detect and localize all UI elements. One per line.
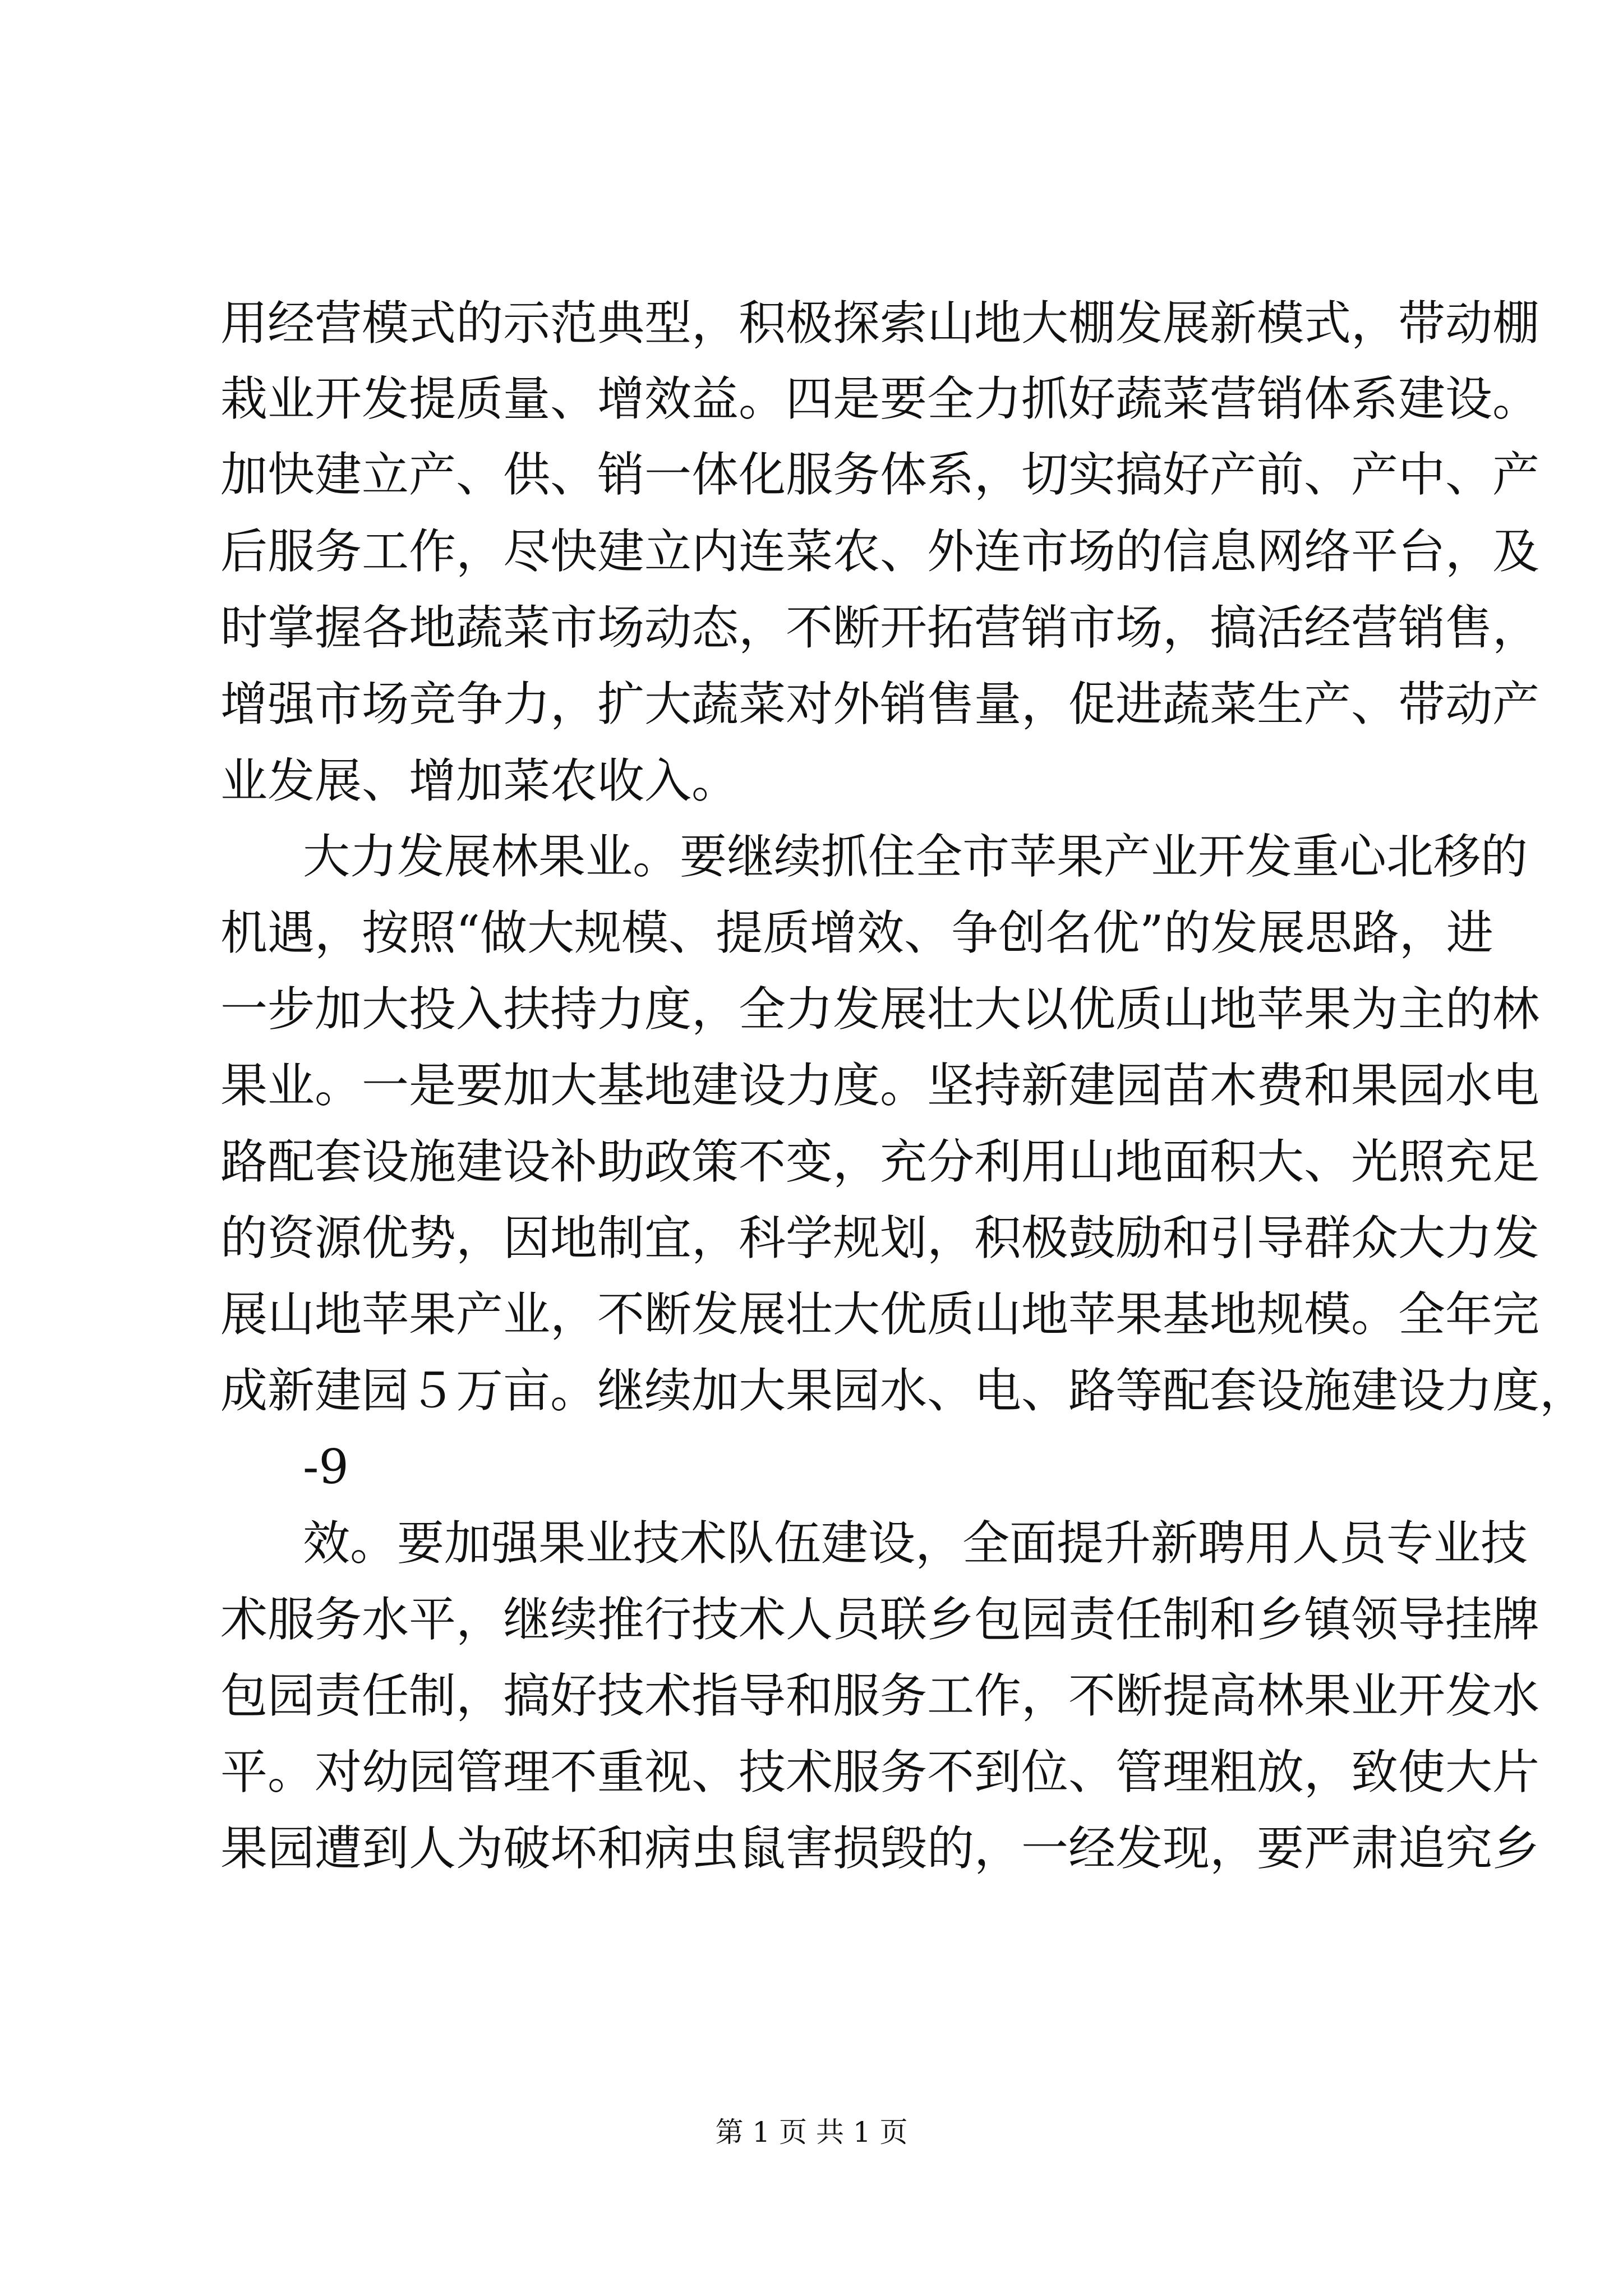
- paragraph-line: 平。对幼园管理不重视、技术服务不到位、管理粗放，致使大片: [220, 1745, 1540, 1800]
- paragraph-line: 时掌握各地蔬菜市场动态，不断开拓营销市场，搞活经营销售，: [220, 600, 1540, 655]
- paragraph-line: 增强市场竞争力，扩大蔬菜对外销售量，促进蔬菜生产、带动产: [220, 677, 1540, 731]
- paragraph-line: 机遇，按照“做大规模、提质增效、争创名优”的发展思路，进: [220, 905, 1493, 960]
- paragraph-line: 的资源优势，因地制宜，科学规划，积极鼓励和引导群众大力发: [220, 1211, 1540, 1266]
- paragraph-line: 路配套设施建设补助政策不变，充分利用山地面积大、光照充足: [220, 1134, 1540, 1189]
- paragraph-line: 果园遭到人为破坏和病虫鼠害损毁的，一经发现，要严肃追究乡: [220, 1821, 1540, 1876]
- paragraph-line: 后服务工作，尽快建立内连菜农、外连市场的信息网络平台，及: [220, 524, 1540, 579]
- page-marker: -9: [303, 1439, 349, 1494]
- page-footer: 第 1 页 共 1 页: [715, 2116, 908, 2148]
- paragraph-line: 大力发展林果业。要继续抓住全市苹果产业开发重心北移的: [303, 829, 1528, 884]
- paragraph-line: 业发展、增加菜农收入。: [220, 753, 739, 808]
- paragraph-line: 包园责任制，搞好技术指导和服务工作，不断提高林果业开发水: [220, 1668, 1540, 1723]
- paragraph-line: 成新建园５万亩。继续加大果园水、电、路等配套设施建设力度，: [220, 1363, 1587, 1418]
- paragraph-line: 展山地苹果产业，不断发展壮大优质山地苹果基地规模。全年完: [220, 1287, 1540, 1342]
- paragraph-line: 果业。一是要加大基地建设力度。坚持新建园苗木费和果园水电: [220, 1058, 1540, 1113]
- paragraph-line: 栽业开发提质量、增效益。四是要全力抓好蔬菜营销体系建设。: [220, 371, 1540, 426]
- paragraph-line: 用经营模式的示范典型，积极探索山地大棚发展新模式，带动棚: [220, 296, 1540, 351]
- paragraph-line: 一步加大投入扶持力度，全力发展壮大以优质山地苹果为主的林: [220, 982, 1540, 1037]
- paragraph-line: 加快建立产、供、销一体化服务体系，切实搞好产前、产中、产: [220, 447, 1540, 502]
- paragraph-line: 术服务水平，继续推行技术人员联乡包园责任制和乡镇领导挂牌: [220, 1592, 1540, 1647]
- paragraph-line: 效。要加强果业技术队伍建设，全面提升新聘用人员专业技: [303, 1516, 1528, 1571]
